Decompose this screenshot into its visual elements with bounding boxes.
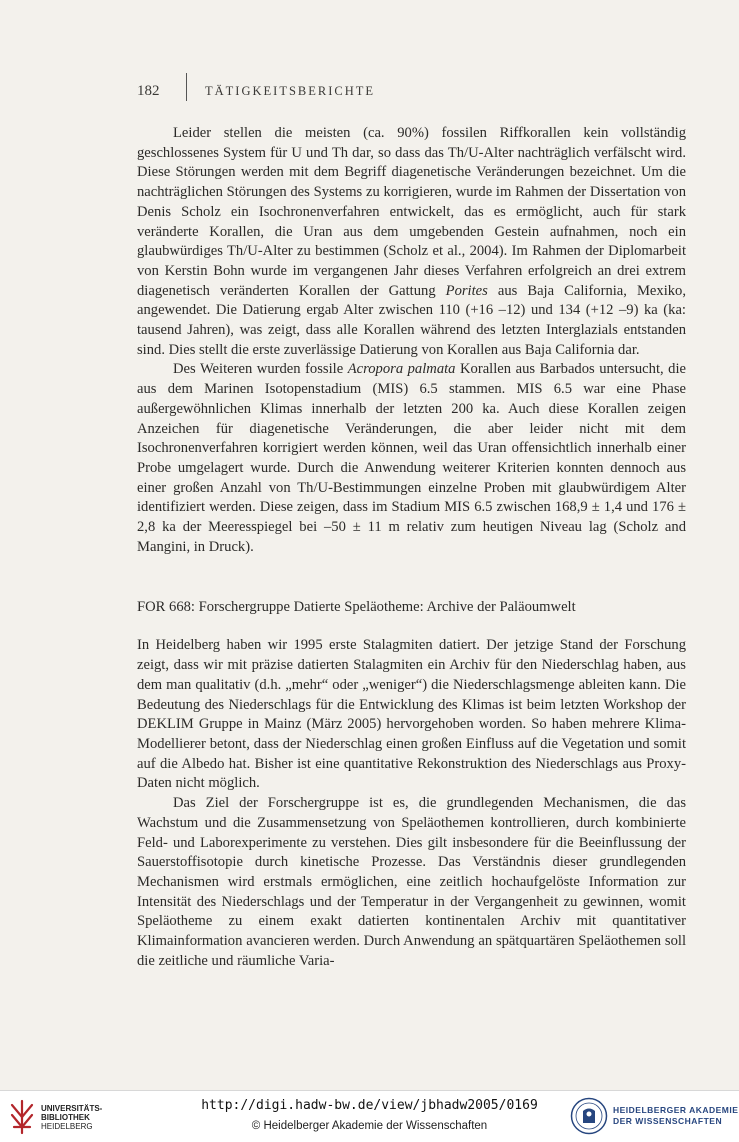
ub-wordmark-line: UNIVERSITÄTS-	[41, 1103, 103, 1113]
academy-logo[interactable]	[570, 1097, 738, 1135]
paragraph-text: aus Baja California, Mexiko, angewendet. Die Datierung ergab Alter zwischen 110 (+16 –12) und 134 (+12 –9) ka (ka: tausend Jahren), was zeigt, dass alle Korallen während des letzten Interglazials entstanden sind. Dies stellt die erste zuverlässige Datierung von Korallen aus Baja California dar.	[137, 282, 686, 358]
taxon-name: Porites	[445, 282, 488, 299]
header-divider	[186, 73, 187, 101]
page-header	[137, 80, 375, 102]
page-body	[137, 124, 686, 971]
academy-seal-icon	[570, 1097, 608, 1135]
paragraph-barbados-corals	[137, 360, 686, 557]
ub-wordmark-line: BIBLIOTHEK	[41, 1112, 90, 1122]
paragraph-text: Korallen aus Barbados untersucht, die aus dem Marinen Isotopenstadium (MIS) 6.5 stammen. MIS 6.5 war eine Phase außergewöhnlichen Klimas innerhalb der letzten 200 ka. Auch diese Korallen zeigen Anzeichen für diagenetische Veränderungen, die aber leider nicht mit dem Isochronenverfahren korrigiert werden können, weil das Uran offensichtlich innerhalb einer Probe umgelagert wurde. Durch die Anwendung weiterer Kriterien konnten dennoch aus einer großen Anzahl von Th/U-Bestimmungen einzelne Proben mit glaubwürdigem Alter identifiziert werden. Diese zeigen, dass im Stadium MIS 6.5 zwischen 168,9 ± 1,4 und 176 ± 2,8 ka der Meeresspiegel bei –50 ± 11 m relativ zum heutigen Niveau lag (Scholz and Mangini, in Druck).	[137, 361, 687, 555]
permalink-url[interactable]: http://digi.hadw-bw.de/view/jbhadw2005/0169	[201, 1098, 538, 1113]
paragraph-stalagmites: In Heidelberg haben wir 1995 erste Stalagmiten datiert. Der jetzige Stand der Forschung zeigt, dass wir mit präzise datierten Stalagmiten ein Archiv für den Niederschlag haben, aus dem man qualitativ (d.h. „mehr“ oder „weniger“) die Niederschlagsmenge ableiten kann. Die Bedeutung des Niederschlags für die Entwicklung des Klimas ist beim letzten Workshop der DEKLIM Gruppe in Mainz (März 2005) hervorgehoben worden. So haben mehrere Klima-Modellierer betont, dass der Niederschlag einen großen Einfluss auf die Vegetation und somit auf die Albedo hat. Bisher ist eine quantitative Rekonstruktion des Niederschlags aus Proxy-Daten nicht möglich.	[137, 637, 686, 792]
paragraph-text: Leider stellen die meisten (ca. 90%) fossilen Riffkorallen kein vollständig geschlossenes System für U und Th dar, so dass das Th/U-Alter nachträglich verfälscht wird. Diese Störungen werden mit dem Begriff diagenetische Veränderungen bezeichnet. Um die nachträglichen Störungen des Systems zu korrigieren, wurde im Rahmen der Dissertation von Denis Scholz ein Isochronenverfahren entwickelt, das es ermöglicht, auch für stark veränderte Korallen, die Uran aus dem umgebenden Gestein aufnahmen, noch ein glaubwürdiges Th/U-Alter zu bestimmen (Scholz et al., 2004). Im Rahmen der Diplomarbeit von Kerstin Bohn wurde im vergangenen Jahr dieses Verfahren erfolgreich an drei extrem diagenetisch veränderten Korallen der Gattung	[137, 125, 686, 299]
page-number: 182	[137, 82, 160, 99]
paragraph-coral-dating	[137, 124, 686, 360]
copyright-notice: © Heidelberger Akademie der Wissenschaften	[251, 1120, 488, 1132]
academy-wordmark-line: DER WISSENSCHAFTEN	[613, 1116, 723, 1126]
taxon-name: Acropora palmata	[347, 361, 456, 378]
running-head: TÄTIGKEITSBERICHTE	[205, 83, 376, 98]
section-spacer	[137, 557, 686, 597]
paragraph-research-goal: Das Ziel der Forschergruppe ist es, die grundlegenden Mechanismen, die das Wachstum und die Zusammensetzung von Speläothemen kontrollieren, durch kombinierte Feld- und Laborexperimente zu verstehen. Dies gilt insbesondere für die Beeinflussung der Sauerstoffisotopie durch kinetische Prozesse. Das Verständnis dieser grundlegenden Mechanismen wird erstmals ermöglichen, eine zeitlich hochaufgelöste Information zur Intensität des Niederschlags und der Temperatur in der Vergangenheit zu gewinnen, womit Speläotheme zu einem exakt datierten kontinentalen Archiv mit quantitativer Klimainformation avancieren werden. Durch Anwendung an spätquartären Speläothemen soll die zeitliche und räumliche Varia-	[137, 795, 686, 969]
ub-wordmark-line: HEIDELBERG	[41, 1121, 93, 1131]
academy-wordmark	[613, 1105, 738, 1127]
paragraph-text: Des Weiteren wurden fossile	[173, 361, 348, 378]
academy-wordmark-line: HEIDELBERGER AKADEMIE	[613, 1105, 739, 1115]
section-heading: FOR 668: Forschergruppe Datierte Speläotheme: Archive der Paläoumwelt	[137, 599, 576, 616]
viewer-footer	[0, 1090, 739, 1142]
